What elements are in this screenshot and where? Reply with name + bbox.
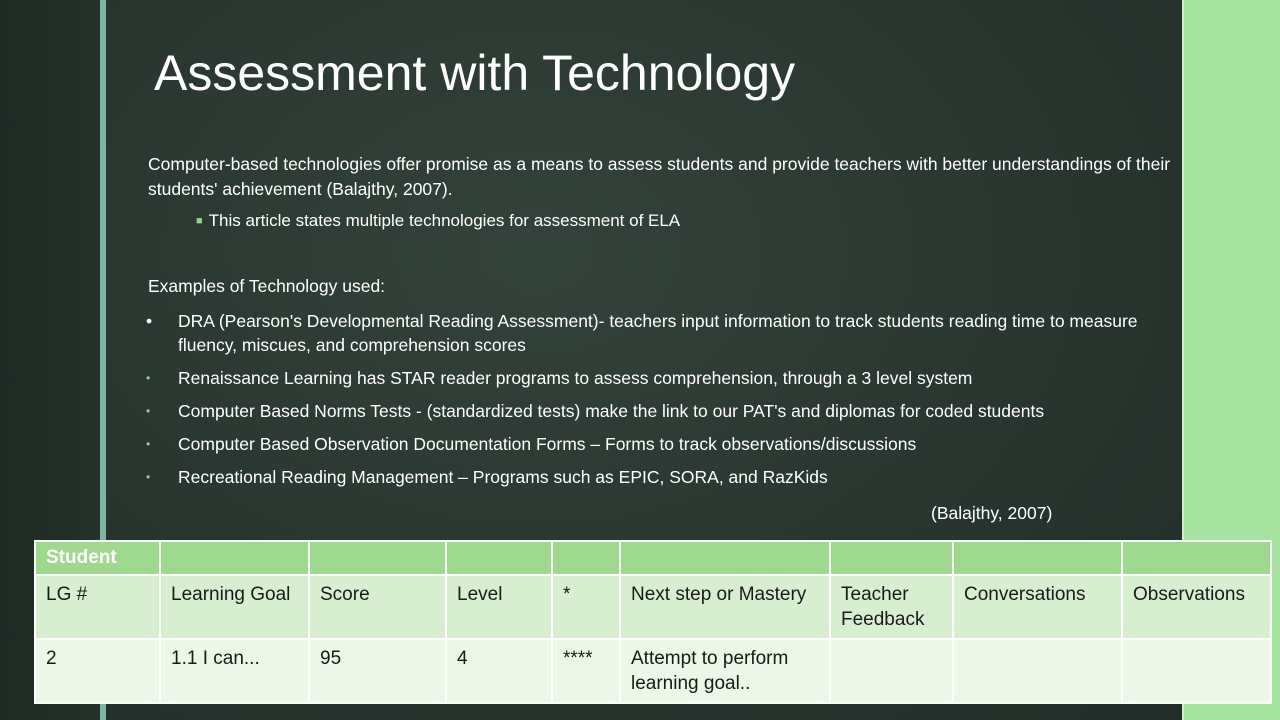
table-cell	[830, 639, 953, 703]
bullet-dot-icon: •	[146, 437, 151, 451]
examples-list	[146, 309, 1146, 498]
table-header-cell	[1122, 541, 1271, 575]
list-item: • Computer Based Norms Tests - (standardized tests) make the link to our PAT's and diplomas for coded students	[146, 401, 1045, 421]
bullet-dot-icon: •	[146, 470, 151, 484]
column-header: LG #	[35, 575, 160, 639]
bullet-dot-icon: •	[146, 371, 151, 385]
column-header: *	[552, 575, 620, 639]
square-bullet-icon: ■	[196, 215, 203, 227]
intro-paragraph: Computer-based technologies offer promise as a means to assess students and provide teachers with better understandings of their students' achievement (Balajthy, 2007).	[148, 154, 1171, 199]
sub-bullet-text: This article states multiple technologies for assessment of ELA	[208, 211, 681, 230]
table-cell: ****	[552, 639, 620, 703]
citation: (Balajthy, 2007)	[931, 503, 1053, 523]
table-header-cell	[309, 541, 446, 575]
table-header-cell	[446, 541, 552, 575]
table-header-cell	[953, 541, 1122, 575]
slide-title: Assessment with Technology	[154, 45, 796, 101]
column-header: Teacher Feedback	[830, 575, 953, 639]
table-cell	[1122, 639, 1271, 703]
list-item: • DRA (Pearson's Developmental Reading Assessment)- teachers input information to track students reading time to measure fluency, miscues, and comprehension scores	[146, 311, 1138, 355]
column-header: Conversations	[953, 575, 1122, 639]
table-header-cell	[160, 541, 309, 575]
assessment-table	[34, 540, 1272, 704]
list-item: • Computer Based Observation Documentation Forms – Forms to track observations/discussions	[146, 434, 917, 454]
table-header-cell	[552, 541, 620, 575]
table-cell: 2	[35, 639, 160, 703]
list-item: • Recreational Reading Management – Programs such as EPIC, SORA, and RazKids	[146, 467, 828, 487]
column-header: Level	[446, 575, 552, 639]
column-header: Observations	[1122, 575, 1271, 639]
table-cell: 95	[309, 639, 446, 703]
sub-bullet	[196, 211, 680, 231]
table-cell: 1.1 I can...	[160, 639, 309, 703]
table-cell	[953, 639, 1122, 703]
column-header: Score	[309, 575, 446, 639]
column-header: Learning Goal	[160, 575, 309, 639]
list-item: • Renaissance Learning has STAR reader programs to assess comprehension, through a 3 level system	[146, 368, 973, 388]
column-header: Next step or Mastery	[620, 575, 830, 639]
table-cell: Attempt to perform learning goal..	[620, 639, 830, 703]
bullet-dot-icon: •	[146, 404, 151, 418]
examples-heading: Examples of Technology used:	[148, 276, 386, 296]
bullet-dot-icon: •	[146, 311, 153, 331]
table-cell: 4	[446, 639, 552, 703]
table-row	[35, 639, 1271, 703]
table-header-cell	[620, 541, 830, 575]
table-header-cell	[830, 541, 953, 575]
table-column-row	[35, 575, 1271, 639]
table-header-cell: Student	[35, 541, 160, 575]
table-header-row	[35, 541, 1271, 575]
